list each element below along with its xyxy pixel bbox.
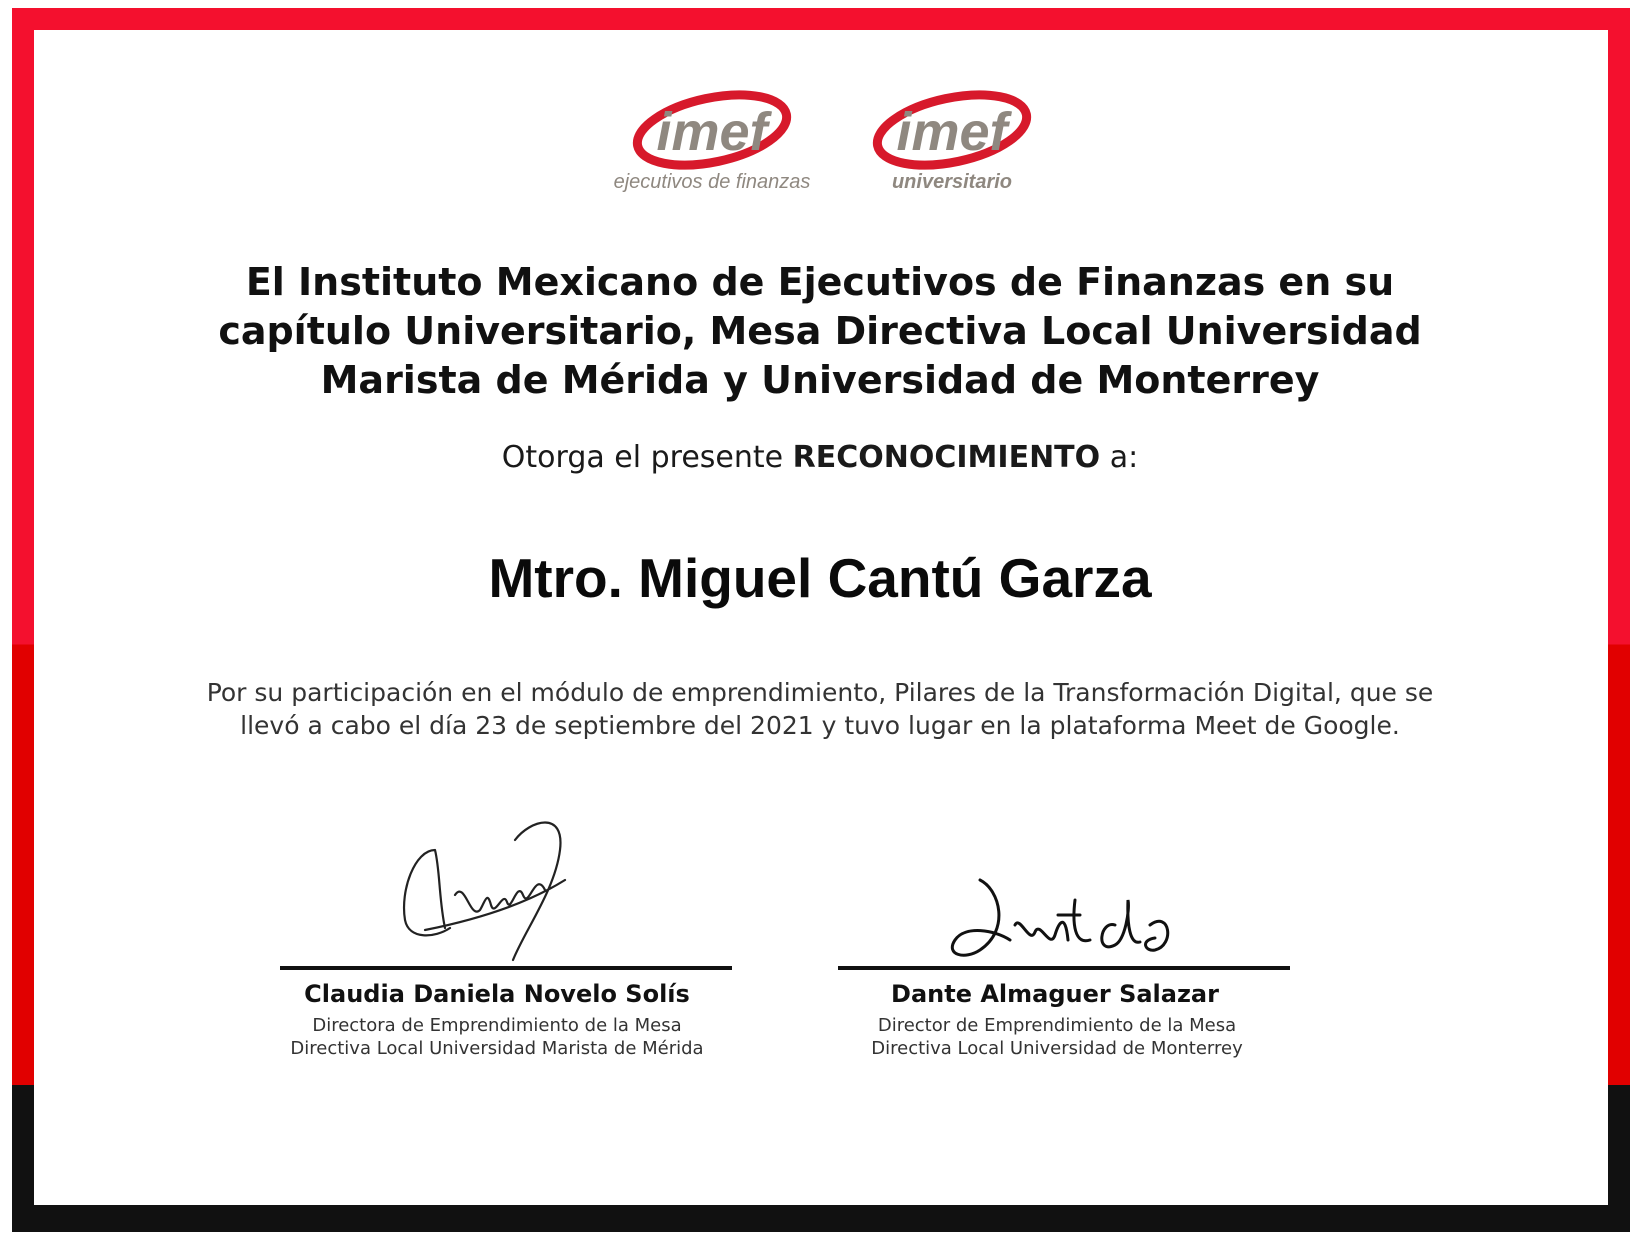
svg-text:imef: imef — [896, 102, 1008, 162]
signature-line-1 — [280, 966, 732, 970]
signer-title-2 — [820, 1014, 1294, 1060]
grant-statement — [160, 440, 1480, 475]
signature-dante — [940, 870, 1200, 965]
signer-name-1: Claudia Daniela Novelo Solís — [304, 980, 690, 1008]
imef-universitario-logo — [840, 80, 1070, 210]
recipient-name: Mtro. Miguel Cantú Garza — [488, 547, 1152, 609]
signer-name-2: Dante Almaguer Salazar — [891, 980, 1219, 1008]
signer-title-1 — [260, 1014, 734, 1060]
recognition-reason: Por su participación en el módulo de emprendimiento, Pilares de la Transformación Digital, que se llevó a cabo el día 23 de septiembre del 2021 y tuvo lugar en la plataforma Meet de Google. — [206, 678, 1434, 740]
signer-title-2-line-1: Director de Emprendimiento de la Mesa — [877, 1015, 1237, 1036]
signer-title-1-line-2: Directiva Local Universidad Marista de Mérida — [290, 1038, 704, 1059]
issuer-heading: El Instituto Mexicano de Ejecutivos de Finanzas en su capítulo Universitario, Mesa Directiva Local Universidad Marista de Mérida y Universidad de Monterrey — [218, 260, 1422, 402]
svg-text:ejecutivos de finanzas: ejecutivos de finanzas — [613, 171, 811, 193]
signature-claudia — [395, 810, 595, 970]
grant-prefix: Otorga el presente — [501, 440, 784, 475]
imef-logo — [600, 80, 830, 210]
svg-text:imef: imef — [656, 102, 768, 162]
grant-emphasis: RECONOCIMIENTO — [792, 440, 1101, 475]
signature-line-2 — [838, 966, 1290, 970]
grant-suffix: a: — [1109, 440, 1139, 475]
signer-title-2-line-2: Directiva Local Universidad de Monterrey — [871, 1038, 1243, 1059]
signer-title-1-line-1: Directora de Emprendimiento de la Mesa — [312, 1015, 682, 1036]
svg-text:universitario: universitario — [891, 171, 1013, 193]
